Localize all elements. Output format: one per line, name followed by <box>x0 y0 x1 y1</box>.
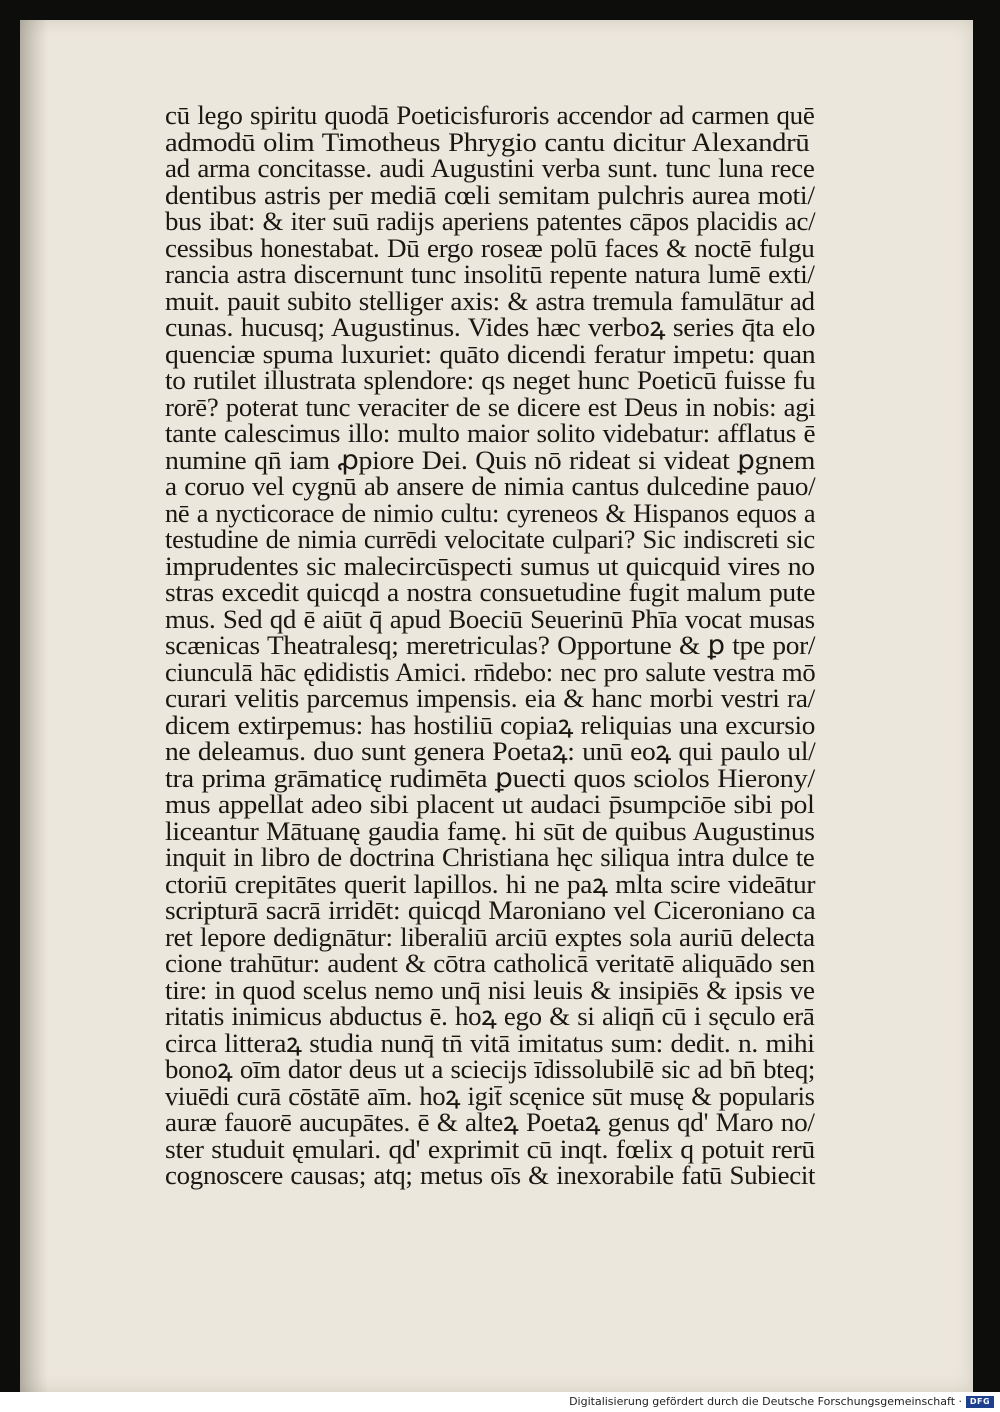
text-line: ster studuit ęmulari. qd' exprimit cū inqt. fœlix q potuit rerū <box>165 1133 815 1164</box>
text-line: dentibus astris per mediā cœli semitam pulchris aurea moti/ <box>165 179 815 210</box>
text-line: nē a nycticorace de nimio cultu: cyreneos & Hispanos equos a <box>165 497 816 528</box>
text-line: mus. Sed qd ē aiūt q̄ apud Boeciū Seuerinū Phīa vocat musas <box>165 603 815 634</box>
page-gutter-shadow <box>20 20 48 1392</box>
text-line: cione trahūtur: audent & cōtra catholicā veritatē aliquādo sen <box>165 948 815 978</box>
footer-bar <box>0 1392 1000 1412</box>
text-line: cū lego spiritu quodā Poeticisfuroris accendor ad carmen quē <box>165 100 815 130</box>
text-line: viuēdi curā cōstātē aīm. hoꝝ igit̄ scęnice sūt musę & popularis <box>165 1080 815 1111</box>
text-line: ret lepore dedignātur: liberaliū arciū exptes sola auriū delecta <box>165 921 815 952</box>
text-line: dicem extirpemus: has hostiliū copiaꝝ reliquias una excursio <box>165 709 816 740</box>
text-line: quenciæ spuma luxuriet: quāto dicendi feratur impetu: quan <box>165 338 816 369</box>
text-line: muit. pauit subito stelliger axis: & astra tremula famulātur ad <box>165 285 815 316</box>
text-line: admodū olim Timotheus Phrygio cantu dicitur Alexandrū <box>165 126 810 157</box>
text-line: rancia astra discernunt tunc insolitū repente natura lumē exti/ <box>165 259 815 289</box>
book-page <box>20 20 973 1392</box>
text-line: cessibus honestabat. Dū ergo roseæ polū faces & noctē fulgu <box>165 232 815 263</box>
text-line: tra prima grāmaticę rudimēta ꝑuecti quos sciolos Hierony/ <box>165 762 815 793</box>
text-line: cunas. hucusq; Augustinus. Vides hæc verboꝝ series q̄ta elo <box>165 312 816 342</box>
text-line: scænicas Theatralesq; meretriculas? Opportune & ꝑ tpe por/ <box>165 630 816 660</box>
text-line: bus ibat: & iter suū radijs aperiens patentes cāpos placidis ac/ <box>165 206 816 236</box>
text-line: ad arma concitasse. audi Augustini verba sunt. tunc luna rece <box>165 153 815 183</box>
text-line: liceantur Mātuanę gaudia famę. hi sūt de quibus Augustinus <box>165 815 815 846</box>
funding-notice: Digitalisierung gefördert durch die Deutsche Forschungsgemeinschaft · <box>569 1395 962 1408</box>
text-line: curari velitis parcemus impensis. eia & hanc morbi vestri ra/ <box>165 683 815 713</box>
text-line: ciunculā hāc ędidistis Amici. rn̄debo: nec pro salute vestra mō <box>165 656 816 687</box>
dfg-logo[interactable]: DFG <box>966 1396 994 1408</box>
page-text-block <box>165 102 815 1189</box>
text-line: testudine de nimia currēdi velocitate culpari? Sic indiscreti sic <box>165 524 815 554</box>
text-line: rorē? poterat tunc veraciter de se dicere est Deus in nobis: agi <box>165 391 816 422</box>
text-line: tante calescimus illo: multo maior solito videbatur: afflatus ē <box>165 418 816 448</box>
text-line: imprudentes sic malecircūspecti sumus ut quicquid vires no <box>165 550 815 581</box>
text-line: numine qn̄ iam ꝓpiore Dei. Quis nō rideat si videat ꝑgnem <box>165 444 816 475</box>
text-line: a coruo vel cygnū ab ansere de nimia cantus dulcedine pauo/ <box>165 471 816 501</box>
text-line: ctoriū crepitātes querit lapillos. hi ne paꝝ mlta scire videātur <box>165 868 816 899</box>
text-line: ne deleamus. duo sunt genera Poetaꝝ: unū eoꝝ qui paulo ul/ <box>165 736 816 766</box>
text-line: ritatis inimicus abductus ē. hoꝝ ego & si aliqn̄ cū i sęculo erā <box>165 1001 815 1031</box>
text-line: auræ fauorē aucupātes. ē & alteꝝ Poetaꝝ genus qd' Maro no/ <box>165 1107 815 1137</box>
text-line: inquit in libro de doctrina Christiana hęc siliqua intra dulce te <box>165 842 815 872</box>
text-line: tire: in quod scelus nemo unq̄ nisi leuis & insipiēs & ipsis ve <box>165 974 815 1005</box>
text-line: stras excedit quicqd a nostra consuetudine fugit malum pute <box>165 577 816 607</box>
text-line: circa litteraꝝ studia nunq̄ tn̄ vitā imitatus sum: dedit. n. mihi <box>165 1027 815 1058</box>
text-line: scripturā sacrā irridēt: quicqd Maroniano vel Ciceroniano ca <box>165 895 816 925</box>
text-line: cognoscere causas; atq; metus oīs & inexorabile fatū Subiecit <box>165 1160 816 1190</box>
text-line: mus appellat adeo sibi placent ut audaci p̄sumpciōe sibi pol <box>165 789 815 819</box>
text-line: to rutilet illustrata splendore: qs neget hunc Poeticū fuisse fu <box>165 365 816 395</box>
text-line: bonoꝝ oīm dator deus ut a sciecijs īdissolubilē sic ad bn̄ bteq; <box>165 1054 816 1084</box>
